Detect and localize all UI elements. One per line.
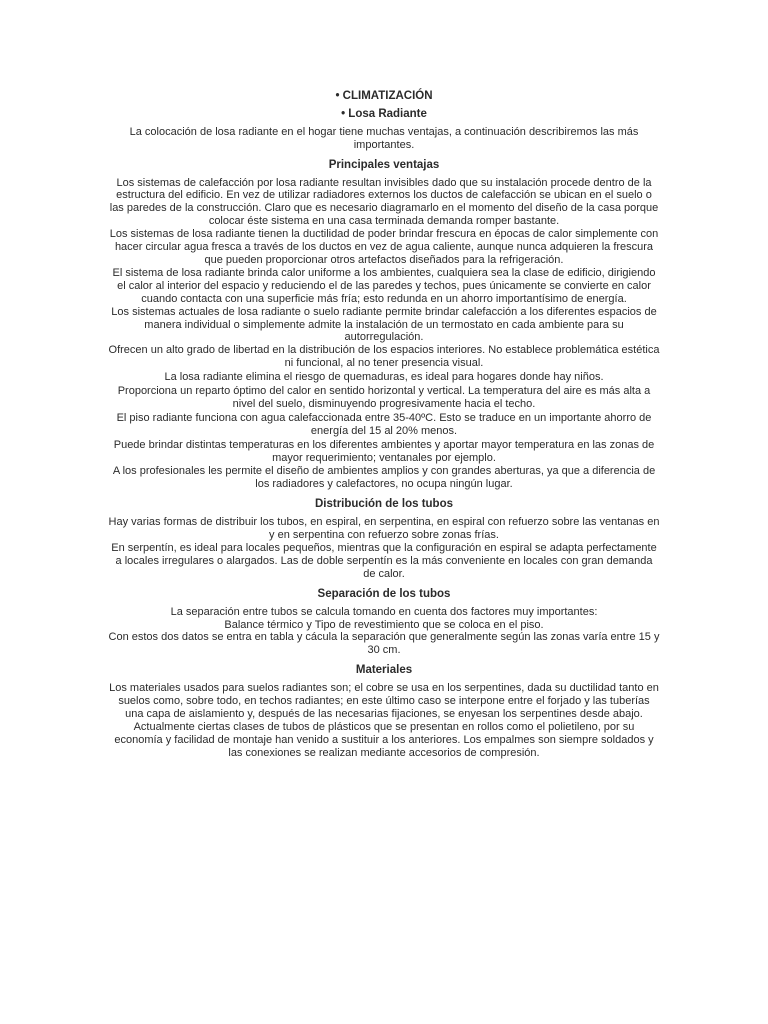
section-heading-materiales: Materiales [355,664,413,677]
paragraph: Ofrecen un alto grado de libertad en la distribución de los espacios interiores. No establece problemática estética ni funcional, al no tener presencia visual. [108,344,660,370]
paragraph: Los materiales usados para suelos radiantes son; el cobre se usa en los serpentines, dada su ductilidad tanto en suelos como, sobre todo, en techos radiantes; en este último caso se interpone entre el forjado y las tuberías una capa de aislamiento y, después de las necesarias fijaciones, se enyesan los serpentines desde abajo. Actualmente ciertas clases de tubos de plásticos que se presentan en rollos como el polietileno, por su economía y facilidad de montaje han venido a sustituir a los anteriores. Los empalmes son siempre soldados y las conexiones se realizan mediante accesorios de compresión. [109,682,659,759]
paragraph: El sistema de losa radiante brinda calor uniforme a los ambientes, cualquiera sea la clase de edificio, dirigiendo el calor al interior del espacio y reduciendo el de las paredes y techos, pues únicamente se convierte en calor cuando contacta con una superficie más fría; esto redunda en un ahorro importantísimo de energía. [112,266,656,305]
paragraph: Hay varias formas de distribuir los tubos, en espiral, en serpentina, en espiral con refuerzo sobre las ventanas en y en serpentina con refuerzo sobre zonas frías. [108,516,660,542]
section-heading-ventajas: Principales ventajas [328,158,440,171]
intro-paragraph: La colocación de losa radiante en el hogar tiene muchas ventajas, a continuación describiremos las más importantes. [129,125,639,151]
paragraph: Los sistemas de losa radiante tienen la ductilidad de poder brindar frescura en épocas de calor simplemente con hacer circular agua fresca a través de los ductos en vez de agua caliente, aunque nunca adquieren la frescura que pueden proporcionar otros artefactos diseñados para la refrigeración. [109,228,659,266]
paragraph: Proporciona un reparto óptimo del calor en sentido horizontal y vertical. La temperatura del aire es más alta a nivel del suelo, disminuyendo progresivamente hacia el techo. [117,385,651,410]
paragraph: Puede brindar distintas temperaturas en los diferentes ambientes y aportar mayor temperatura en las zonas de mayor requerimiento; ventanales por ejemplo. [113,438,655,464]
paragraph: En serpentín, es ideal para locales pequeños, mientras que la configuración en espiral se adapta perfectamente a locales irregulares o alargados. Las de doble serpentín es la más conveniente en locales con gran demanda de calor. [111,542,657,580]
paragraph: Los sistemas actuales de losa radiante o suelo radiante permite brindar calefacción a los diferentes espacios de manera individual o simplemente admite la instalación de un termostato en cada ambiente para su autorregulación. [111,305,657,344]
paragraph: La separación entre tubos se calcula tomando en cuenta dos factores muy importantes: [170,605,598,618]
paragraph: El piso radiante funciona con agua calefaccionada entre 35-40ºC. Esto se traduce en un importante ahorro de energía del 15 al 20% menos. [116,411,652,437]
paragraph: Con estos dos datos se entra en tabla y cácula la separación que generalmente según las zonas varía entre 15 y 30 cm. [108,631,660,657]
document-page [108,90,660,760]
document-subtitle: • Losa Radiante [341,107,427,120]
paragraph: La losa radiante elimina el riesgo de quemaduras, es ideal para hogares donde hay niños. [164,371,604,384]
paragraph: Los sistemas de calefacción por losa radiante resultan invisibles dado que su instalación procede dentro de la estructura del edificio. En vez de utilizar radiadores externos los ductos de calefacción se ubican en el suelo o las paredes de la construcción. Claro que es necesario diagramarlo en el momento del diseño de la casa porque colocar éste sistema en una casa terminada demanda romper bastante. [109,176,659,228]
document-title: • CLIMATIZACIÓN [335,90,433,102]
section-heading-distribucion: Distribución de los tubos [314,498,453,511]
paragraph: Balance térmico y Tipo de revestimiento que se coloca en el piso. [224,618,544,631]
paragraph: A los profesionales les permite el diseño de ambientes amplios y con grandes aberturas, ya que a diferencia de los radiadores y calefactores, no ocupa ningún lugar. [112,465,656,491]
section-heading-separacion: Separación de los tubos [317,587,451,600]
